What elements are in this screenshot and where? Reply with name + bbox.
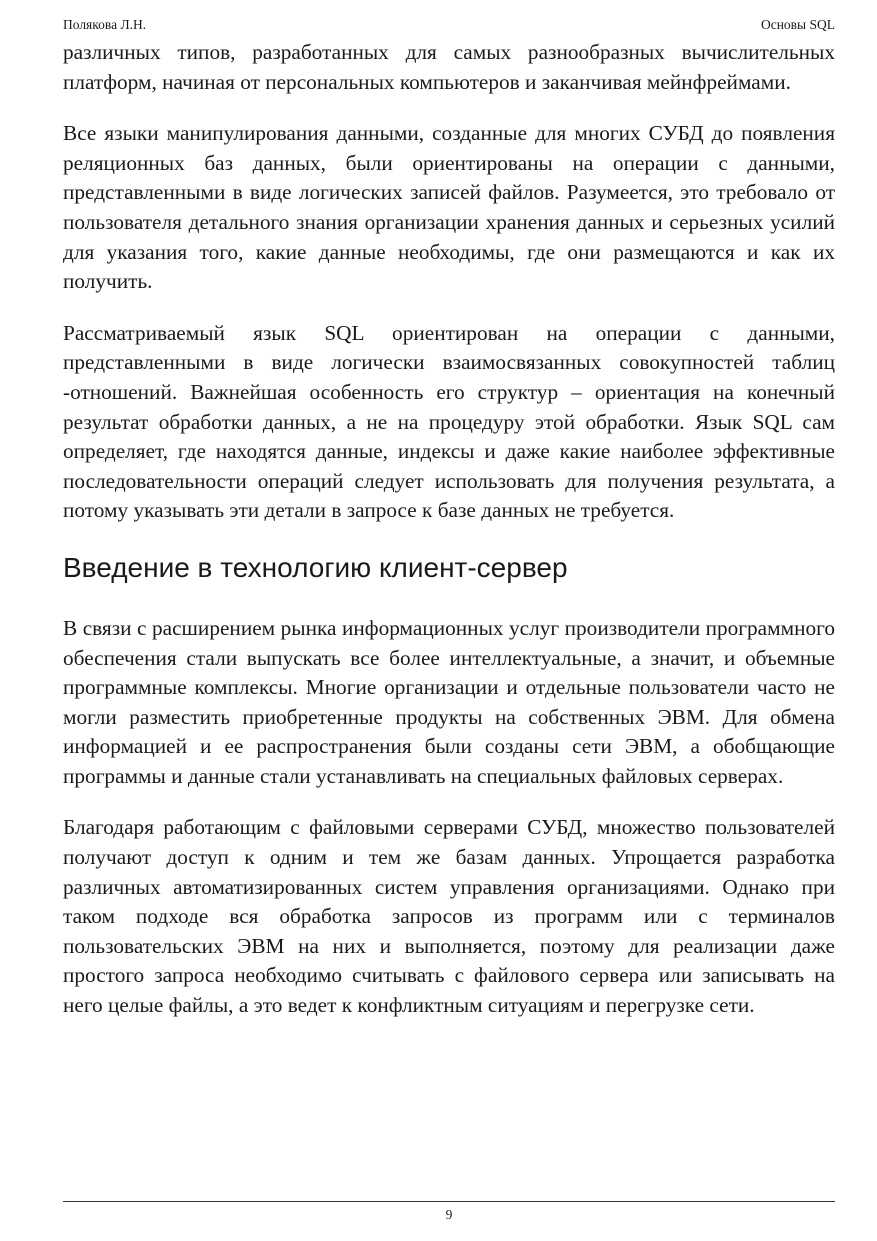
header-document-title: Основы SQL [760,17,835,32]
paragraph-file-servers: Благодаря работающим с файловыми серверами СУБД, множество пользователей получают доступ к одним и тем же базам данных. Упрощается разработка различных автоматизированных систем управления организациями. Однако при таком подходе вся обработка запросов из программ или с терминалов пользовательских ЭВМ на них и выполняется, поэтому для реализации даже простого запроса необходимо считывать с файлового сервера или записывать на него целые файлы, а это ведет к конфликтным ситуациям и перегрузке сети. [63,815,835,1018]
document-page [63,0,835,1241]
section-heading: Введение в технологию клиент-сервер [63,551,568,583]
paragraph-sql-orientation: Рассматриваемый язык SQL ориентирован на операции с данными, представленными в виде логически взаимосвязанных совокупностей таблиц -отношений. Важнейшая особенность его структур – ориентация на конечный результат обработки данных, а не на процедуру этой обработки. Язык SQL сам определяет, где находятся данные, индексы и даже какие наиболее эффективные последовательности операций следует использовать для получения результата, а потому указывать эти детали в запросе к базе данных не требуется. [63,320,835,523]
footer-rule [63,1201,835,1202]
paragraph-market-growth: В связи с расширением рынка информационных услуг производители программного обеспечения стали выпускать все более интеллектуальные, а значит, и объемные программные комплексы. Многие организации и отдельные пользователи часто не могли разместить приобретенные продукты на собственных ЭВМ. Для обмена информацией и ее распространения были созданы сети ЭВМ, а обобщающие программы и данные стали устанавливать на специальных файловых серверах. [63,615,835,788]
paragraph-dml-history: Все языки манипулирования данными, созданные для многих СУБД до появления реляционных баз данных, были ориентированы на операции с данными, представленными в виде логических записей файлов. Разумеется, это требовало от пользователя детального знания организации хранения данных и серьезных усилий для указания того, какие данные необходимы, где они размещаются и как их получить. [63,121,835,294]
paragraph-continuation: различных типов, разработанных для самых разнообразных вычислительных платформ, начиная от персональных компьютеров и заканчивая мейнфреймами. [63,40,835,94]
header-author: Полякова Л.Н. [63,17,147,32]
running-header [63,16,835,34]
page-number: 9 [445,1207,453,1222]
page-content [63,38,835,1043]
